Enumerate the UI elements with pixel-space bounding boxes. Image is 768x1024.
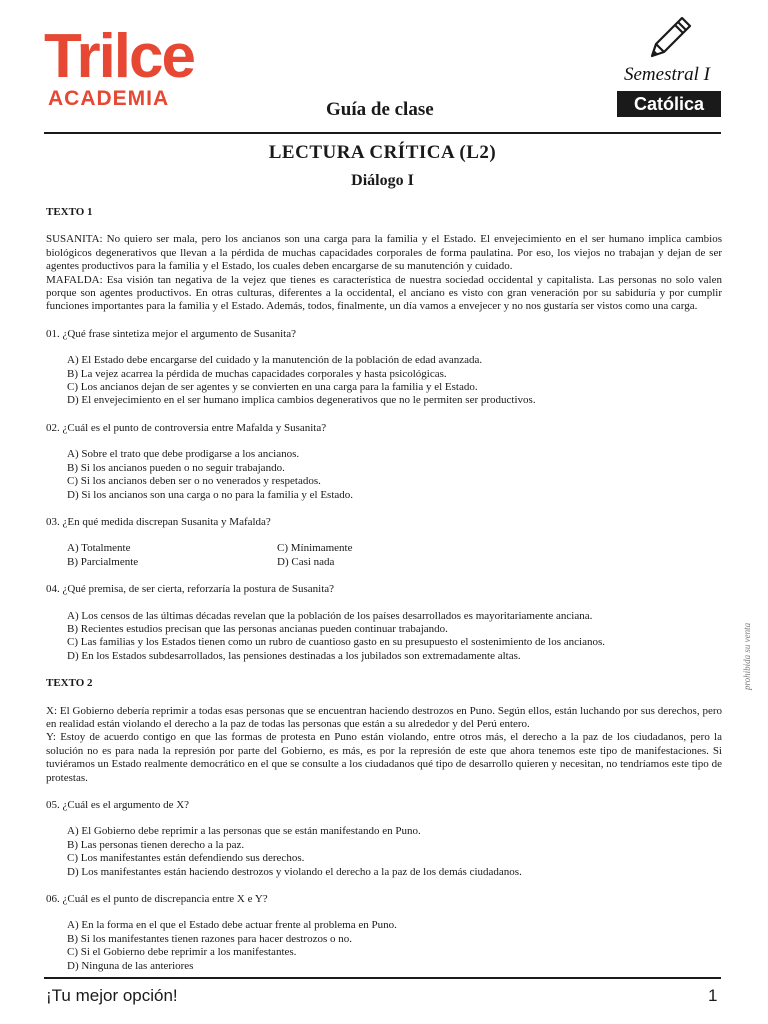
option-c: C) Los manifestantes están defendiendo sus derechos. [67, 852, 305, 865]
option-d: D) El envejecimiento en el ser humano implica cambios degenerativos que no le permiten ser productivos. [67, 394, 536, 407]
option-c: C) Si los ancianos deben ser o no venerados y respetados. [67, 475, 321, 488]
question-05-options [67, 825, 722, 879]
option-d: D) En los Estados subdesarrollados, las pensiones destinadas a los jubilados son extremadamente altas. [67, 649, 521, 662]
option-a: A) Los censos de las últimas décadas revelan que la población de los países desarrollados es mayoritariamente anciana. [67, 609, 593, 622]
texto2-paragraph-x: X: El Gobierno debería reprimir a todas esas personas que se encuentran haciendo destrozos en Puno. Según ellos, están luchando por sus derechos, pero en realidad están violando el derecho a la paz de todas las personas que están a su alrededor y del Perú entero. [46, 704, 722, 730]
question-01-options [67, 354, 722, 408]
header-divider [44, 132, 721, 134]
option-d: D) Casi nada [277, 555, 335, 568]
option-b: B) Si los ancianos pueden o no seguir trabajando. [67, 461, 285, 474]
page-number: 1 [708, 986, 718, 1005]
option-c: C) Los ancianos dejan de ser agentes y se convierten en una carga para la familia y el Estado. [67, 381, 478, 394]
footer-divider [44, 977, 721, 979]
page-subtitle: Diálogo I [351, 172, 414, 189]
option-b: B) Parcialmente [67, 555, 139, 568]
brand-logo: Trilce [44, 22, 194, 91]
option-b: B) Recientes estudios precisan que las personas ancianas pueden continuar trabajando. [67, 622, 448, 635]
question-06: 06. ¿Cuál es el punto de discrepancia entre X e Y? [46, 893, 268, 906]
option-d: D) Ninguna de las anteriores [67, 959, 194, 972]
option-a: A) El Gobierno debe reprimir a las personas que se están manifestando en Puno. [67, 825, 421, 838]
question-04-options [67, 610, 722, 664]
option-c: C) Si el Gobierno debe reprimir a los manifestantes. [67, 946, 297, 959]
semester-label: Semestral I [624, 64, 711, 85]
guide-title: Guía de clase [326, 99, 434, 120]
page-title: LECTURA CRÍTICA (L2) [268, 142, 497, 163]
option-b: B) Si los manifestantes tienen razones para hacer destrozos o no. [67, 932, 352, 945]
question-03: 03. ¿En qué medida discrepan Susanita y Mafalda? [46, 515, 271, 528]
option-d: D) Si los ancianos son una carga o no para la familia y el Estado. [67, 488, 354, 501]
option-b: B) La vejez acarrea la pérdida de muchas capacidades corporales y hasta psicológicas. [67, 367, 447, 380]
footer-slogan: ¡Tu mejor opción! [46, 986, 178, 1005]
option-a: A) En la forma en el que el Estado debe actuar frente al problema en Puno. [67, 919, 397, 932]
option-b: B) Las personas tienen derecho a la paz. [67, 838, 245, 851]
question-03-options [67, 542, 722, 569]
university-badge: Católica [617, 91, 721, 117]
option-a: A) Totalmente [67, 542, 131, 555]
option-a: A) El Estado debe encargarse del cuidado y la manutención de la población de edad avanzada. [67, 354, 483, 367]
question-05: 05. ¿Cuál es el argumento de X? [46, 799, 190, 811]
option-c: C) Mínimamente [277, 542, 353, 555]
option-c: C) Las familias y los Estados tienen como un rubro de cuantioso gasto en su presupuesto el sostenimiento de los ancianos. [67, 636, 605, 649]
question-01: 01. ¿Qué frase sintetiza mejor el argumento de Susanita? [46, 327, 296, 340]
option-a: A) Sobre el trato que debe prodigarse a los ancianos. [67, 448, 300, 461]
question-02-options [67, 448, 722, 502]
brand-logo-subtitle: ACADEMIA [48, 87, 170, 110]
texto1-heading: TEXTO 1 [46, 206, 93, 218]
option-d: D) Los manifestantes están haciendo destrozos y violando el derecho a la paz de los demás ciudadanos. [67, 865, 522, 878]
texto2-heading: TEXTO 2 [46, 677, 93, 690]
document-body [46, 206, 722, 973]
texto1-paragraph-susanita: SUSANITA: No quiero ser mala, pero los ancianos son una carga para la familia y el Estado. El envejecimiento en el ser humano implica cambios biológicos degenerativos que llevan a la pérdida de muchas capacidades corporales de forma paulatina. Por eso, los viejos no trabajan y dejan de ser agentes productivos para la familia y el Estado, los cuales deben encargarse de su manutención y cuidado. [46, 233, 722, 273]
texto2-paragraph-y: Y: Estoy de acuerdo contigo en que las formas de protesta en Puno están violando, entre otros más, el derecho a la paz de los ciudadanos, pero la solución no es para nada la represión por parte del Gobierno, es más, es por la represión de este que ahora tenemos este tipo de manifestaciones. Si tuviéramos un Estado realmente democrático en el que se consulte a los ciudadanos qué tipo de desarrollo quieren y necesitan, no tendríamos este tipo de protestas. [46, 731, 722, 784]
question-06-options [67, 919, 722, 973]
question-04: 04. ¿Qué premisa, de ser cierta, reforzaría la postura de Susanita? [46, 583, 335, 596]
texto1-paragraph-mafalda: MAFALDA: Esa visión tan negativa de la vejez que tienes es característica de nuestra sociedad occidental y capitalista. Las personas no solo valen porque son agentes productivos. En otras culturas, diferentes a la occidental, el anciano es visto con gran veneración por su sabiduría y por cumplir funciones importantes para la familia y el Estado. Además, todos, finalmente, un día vamos a envejecer y no nos gustaría ser vistos como una carga. [46, 273, 722, 313]
question-02: 02. ¿Cuál es el punto de controversia entre Mafalda y Susanita? [46, 421, 327, 434]
pencil-icon [642, 10, 698, 66]
side-note: prohibida su venta [742, 622, 752, 690]
